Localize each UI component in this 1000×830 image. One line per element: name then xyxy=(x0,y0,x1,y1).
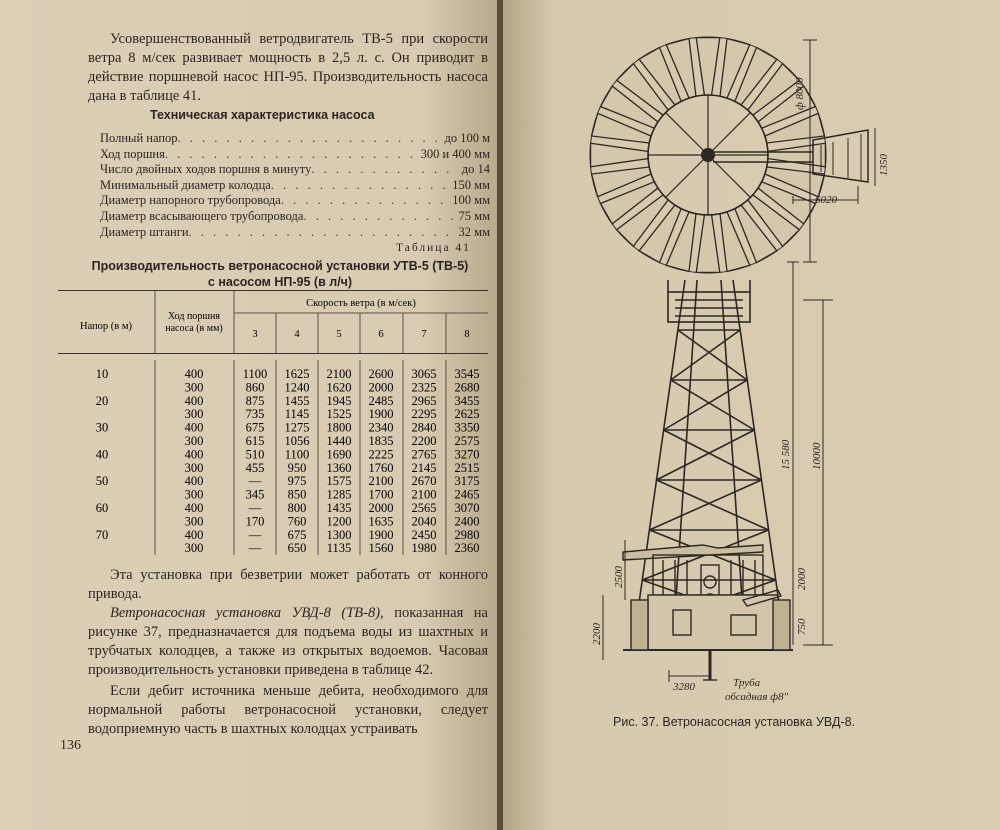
cell-value: 650 xyxy=(287,541,307,556)
cell-head: 60 xyxy=(95,501,109,515)
cell-head: 50 xyxy=(95,474,109,489)
cell-value: 800 xyxy=(287,501,307,515)
table-title xyxy=(70,258,490,290)
cell-value: 1455 xyxy=(284,393,310,408)
cell-value: 1900 xyxy=(368,407,394,422)
table-label: Таблица 41 xyxy=(396,242,471,254)
spec-row xyxy=(100,147,490,163)
cell-value: 1980 xyxy=(411,541,437,556)
speed-header: 3 xyxy=(252,329,258,340)
spec-label: Число двойных ходов поршня в минуту xyxy=(100,162,312,177)
cell-value: 3270 xyxy=(454,447,480,462)
cell-stroke: 300 xyxy=(184,380,204,395)
dim-total-height: 15 580 xyxy=(780,439,792,470)
cell-value: 1100 xyxy=(284,447,310,462)
spec-leader xyxy=(271,178,449,194)
spec-label: Диаметр всасывающего трубопровода xyxy=(100,208,304,223)
cell-value: 2200 xyxy=(411,434,437,448)
pump-house xyxy=(623,545,793,680)
cell-value: 2515 xyxy=(454,460,480,475)
cell-value: 2225 xyxy=(368,447,394,462)
spec-label: Диаметр напорного трубопровода xyxy=(100,193,281,208)
cell-value: 2145 xyxy=(411,460,437,475)
table-row xyxy=(96,421,480,435)
cell-value: 1625 xyxy=(284,367,310,381)
cell-value: 735 xyxy=(245,407,265,422)
cell-stroke: 300 xyxy=(184,487,204,502)
cell-value: 345 xyxy=(245,487,265,502)
wheel-spoke xyxy=(666,155,708,197)
cell-value: 1285 xyxy=(326,487,352,502)
spec-row xyxy=(100,178,490,194)
header-stroke-1: Ход поршня xyxy=(168,311,220,322)
cell-value: 1440 xyxy=(326,434,352,448)
cell-value: 860 xyxy=(245,380,265,395)
cell-value: 2340 xyxy=(368,420,394,435)
cell-value: 2600 xyxy=(368,367,394,381)
tower-brace xyxy=(657,430,755,480)
cell-value: 1900 xyxy=(368,527,394,542)
spec-row xyxy=(100,225,490,241)
header-stroke-2: насоса (в мм) xyxy=(165,323,223,334)
cell-value: 1945 xyxy=(326,393,352,408)
cell-value: 510 xyxy=(245,447,265,462)
wind-wheel xyxy=(590,37,826,273)
speed-header: 6 xyxy=(378,329,384,340)
paragraph-2-rest: показанная на рисунке 37, предназначается для подъема воды из шахтных и трубчатых колодцев, а также из открытых водоемов. Часовая производительность установки приведена в таблице 42. xyxy=(88,605,488,678)
cell-value: 1100 xyxy=(242,367,268,381)
table-title-line1: Производительность ветронасосной установки УТВ-5 (ТВ-5) xyxy=(91,259,469,273)
spec-list xyxy=(100,131,490,240)
table-row xyxy=(96,447,480,461)
dim-pit: 750 xyxy=(796,618,808,635)
cell-value: 615 xyxy=(245,434,265,448)
windmill-drawing xyxy=(503,0,1000,830)
cell-stroke: 300 xyxy=(184,541,204,556)
cell-value: 2325 xyxy=(411,380,437,395)
cell-value: 875 xyxy=(245,393,265,408)
tower-brace xyxy=(664,380,748,430)
spec-row xyxy=(100,193,490,209)
cell-value: 2670 xyxy=(411,474,437,489)
cell-value: 2980 xyxy=(454,527,480,542)
dim-width: 3280 xyxy=(673,681,695,693)
figure-caption: Рис. 37. Ветронасосная установка УВД-8. xyxy=(613,715,856,729)
cell-value: 1560 xyxy=(368,541,394,556)
paragraph-2-italic: Ветронасосная установка УВД-8 (ТВ-8), xyxy=(110,605,384,621)
cell-value: 1275 xyxy=(284,420,310,435)
table-body xyxy=(58,360,488,560)
table-row xyxy=(185,541,480,555)
cell-head: 70 xyxy=(95,527,109,542)
cell-value: — xyxy=(248,501,262,515)
paragraph-3: Если дебит источника меньше дебита, необходимого для нормальной работы ветронасосной установки, следует водоприемную часть в шахтных колодцах устраивать xyxy=(88,683,488,737)
tower-brace xyxy=(664,430,762,480)
wheel-hub xyxy=(701,148,715,162)
cell-value: 675 xyxy=(287,527,307,542)
cell-value: 2565 xyxy=(411,501,437,515)
cell-value: 3070 xyxy=(454,501,480,515)
cell-stroke: 400 xyxy=(184,420,204,435)
cell-stroke: 400 xyxy=(184,393,204,408)
pipe-label-1: Труба xyxy=(733,677,761,689)
wheel-blade xyxy=(696,38,720,96)
cell-value: 2360 xyxy=(454,541,480,556)
cell-value: 1300 xyxy=(326,527,352,542)
cell-value: 975 xyxy=(287,474,307,489)
spec-leader xyxy=(178,131,442,147)
cell-value: 1575 xyxy=(326,474,352,489)
spec-leader xyxy=(281,193,449,209)
cell-value: 1690 xyxy=(326,447,352,462)
table-row xyxy=(185,434,480,448)
cell-value: 2100 xyxy=(326,367,352,381)
spec-value: 32 мм xyxy=(458,224,490,239)
speed-header: 7 xyxy=(421,329,427,340)
dim-wheel-diameter: ф 8000 xyxy=(794,77,806,110)
cell-value: 170 xyxy=(245,514,265,529)
cell-value: 2840 xyxy=(411,420,437,435)
cell-value: 1056 xyxy=(284,434,310,448)
table-row xyxy=(185,514,480,528)
cell-value: 2465 xyxy=(454,487,480,502)
cell-value: 675 xyxy=(245,420,265,435)
cell-value: 1835 xyxy=(368,434,394,448)
table-row xyxy=(96,474,480,488)
table-row xyxy=(185,461,480,475)
cell-value: 3175 xyxy=(454,474,480,489)
spec-leader xyxy=(189,225,456,241)
cell-value: 850 xyxy=(287,487,307,502)
table-row xyxy=(185,488,480,502)
tower-brace xyxy=(671,380,755,430)
speed-header: 4 xyxy=(294,329,300,340)
cell-value: 2100 xyxy=(411,487,437,502)
spec-row xyxy=(100,209,490,225)
cell-value: — xyxy=(248,541,262,556)
spec-leader xyxy=(165,147,418,163)
left-page xyxy=(0,0,497,830)
cell-value: 2765 xyxy=(411,447,437,462)
tower-brace xyxy=(649,480,761,530)
cell-value: 2485 xyxy=(368,393,394,408)
wheel-blade xyxy=(696,215,720,273)
cell-value: 1760 xyxy=(368,460,394,475)
cell-value: 2625 xyxy=(454,407,480,422)
cell-value: 2400 xyxy=(454,514,480,529)
table-row xyxy=(185,380,480,394)
cell-value: 455 xyxy=(245,460,265,475)
cell-value: — xyxy=(248,474,262,489)
cell-stroke: 300 xyxy=(184,407,204,422)
cell-value: 2000 xyxy=(368,380,394,395)
cell-value: 2450 xyxy=(411,527,437,542)
spec-leader xyxy=(303,209,455,225)
header-head: Напор (в м) xyxy=(79,321,133,332)
spec-value: до 100 м xyxy=(444,131,490,145)
cell-stroke: 400 xyxy=(184,367,204,381)
dim-base-right: 2000 xyxy=(796,568,808,590)
cell-head: 10 xyxy=(95,367,109,381)
right-page xyxy=(503,0,1000,830)
cell-stroke: 400 xyxy=(184,527,204,542)
cell-head: 40 xyxy=(95,447,109,462)
table-header xyxy=(58,290,488,354)
spec-label: Диаметр штанги xyxy=(100,224,189,239)
cell-head: 30 xyxy=(95,420,109,435)
tower-brace xyxy=(657,480,769,530)
speed-header: 5 xyxy=(336,329,342,340)
cell-value: 2575 xyxy=(454,434,480,448)
cell-stroke: 300 xyxy=(184,460,204,475)
dim-vane: 1350 xyxy=(878,154,890,176)
cell-value: 2965 xyxy=(411,393,437,408)
cell-value: 3545 xyxy=(454,367,480,381)
spec-row xyxy=(100,162,490,178)
cell-value: 1635 xyxy=(368,514,394,529)
cell-stroke: 400 xyxy=(184,447,204,462)
cell-value: — xyxy=(248,527,262,542)
page-number: 136 xyxy=(60,738,81,753)
cell-value: 1700 xyxy=(368,487,394,502)
cell-value: 950 xyxy=(287,460,307,475)
cell-value: 760 xyxy=(287,514,307,529)
dim-tower-height: 10000 xyxy=(811,442,823,470)
dim-base-left: 2500 xyxy=(613,566,625,588)
cell-value: 2295 xyxy=(411,407,437,422)
cell-value: 1145 xyxy=(284,407,310,422)
spec-leader xyxy=(311,162,458,178)
cell-value: 3455 xyxy=(454,393,480,408)
cell-stroke: 400 xyxy=(184,474,204,489)
cell-value: 2680 xyxy=(454,380,480,395)
tower-brace xyxy=(671,330,740,380)
spec-title: Техническая характеристика насоса xyxy=(150,108,375,122)
cell-value: 2000 xyxy=(368,501,394,515)
cell-stroke: 400 xyxy=(184,501,204,515)
cell-value: 1240 xyxy=(284,380,310,395)
dim-offset: 6020 xyxy=(815,194,837,206)
wheel-spoke xyxy=(666,113,708,155)
spec-value: 150 мм xyxy=(452,177,490,192)
spec-row xyxy=(100,131,490,147)
cell-value: 1135 xyxy=(326,541,352,556)
cell-value: 1435 xyxy=(326,501,352,515)
spec-value: 75 мм xyxy=(458,208,490,223)
table-row xyxy=(96,501,480,515)
spec-value: 100 мм xyxy=(452,193,490,208)
cell-value: 1360 xyxy=(326,460,352,475)
spec-value: 300 и 400 мм xyxy=(420,146,490,161)
paragraph-2 xyxy=(88,604,488,680)
table-row xyxy=(96,394,480,408)
header-wind: Скорость ветра (в м/сек) xyxy=(306,298,416,309)
cell-stroke: 300 xyxy=(184,514,204,529)
wheel-blade xyxy=(591,143,649,167)
cell-value: 1800 xyxy=(326,420,352,435)
tower xyxy=(633,280,785,645)
dim-foundation: 2200 xyxy=(591,623,603,645)
cell-value: 1200 xyxy=(326,514,352,529)
spec-label: Минимальный диаметр колодца xyxy=(100,177,271,192)
table-row xyxy=(185,407,480,421)
cell-value: 3350 xyxy=(454,420,480,435)
spec-value: до 14 xyxy=(461,162,490,177)
wheel-spoke xyxy=(708,113,750,155)
table-row xyxy=(96,367,480,381)
table-row xyxy=(96,528,480,542)
spec-label: Ход поршня xyxy=(100,146,165,161)
cell-value: 2100 xyxy=(368,474,394,489)
cell-value: 1525 xyxy=(326,407,352,422)
cell-value: 3065 xyxy=(411,367,437,381)
spec-label: Полный напор xyxy=(100,131,178,145)
intro-paragraph: Усовершенствованный ветродвигатель ТВ-5 при скорости ветра 8 м/сек развивает мощность в 2,5 л. с. Он приводит в действие поршневой насос НП-95. Производительность насоса дана в таблице 41. xyxy=(88,31,488,104)
wheel-blade xyxy=(768,143,826,167)
table-title-line2: с насосом НП-95 (в л/ч) xyxy=(207,275,353,289)
pipe-label-2: обсадная ф8" xyxy=(725,691,789,703)
speed-header: 8 xyxy=(464,329,470,340)
cell-value: 1620 xyxy=(326,380,352,395)
tower-brace xyxy=(678,330,747,380)
paragraph-1: Эта установка при безветрии может работать от конного привода. xyxy=(88,567,488,602)
cell-stroke: 300 xyxy=(184,434,204,448)
cell-value: 2040 xyxy=(411,514,437,529)
cell-head: 20 xyxy=(95,393,109,408)
